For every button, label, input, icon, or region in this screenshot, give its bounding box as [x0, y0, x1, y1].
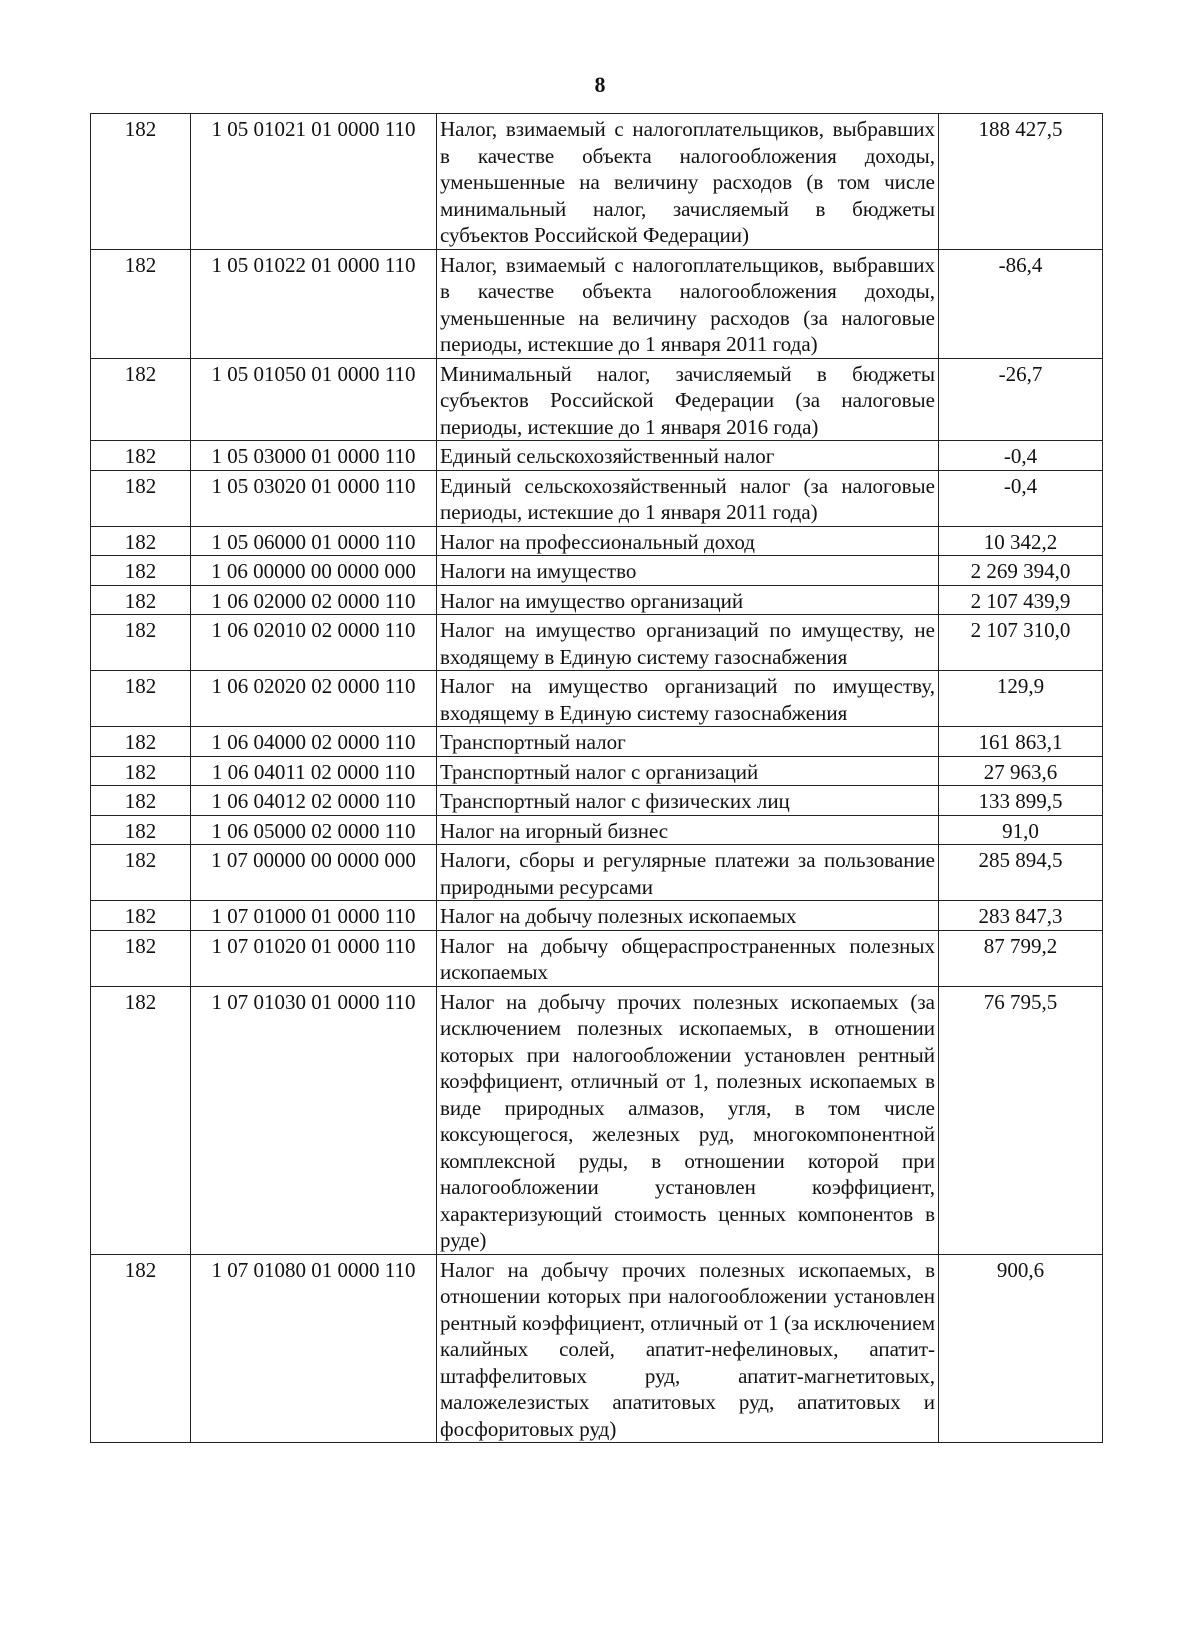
budget-code-cell: 1 07 01000 01 0000 110	[191, 901, 437, 931]
revenue-name-cell: Налог на добычу полезных ископаемых	[437, 901, 939, 931]
amount-cell: 285 894,5	[939, 845, 1103, 901]
budget-code-cell: 1 07 01020 01 0000 110	[191, 930, 437, 986]
revenue-name-cell: Транспортный налог	[437, 727, 939, 757]
budget-code-cell: 1 05 01022 01 0000 110	[191, 249, 437, 358]
revenue-name-cell: Налог на добычу прочих полезных ископаемых (за исключением полезных ископаемых, в отношении которых при налогообложении установлен рентный коэффициент, отличный от 1, полезных ископаемых в виде природных алмазов, угля, в том числе коксующегося, железных руд, многокомпонентной комплексной руды, в отношении которой при налогообложении установлен коэффициент, характеризующий стоимость ценных компонентов в руде)	[437, 986, 939, 1254]
budget-code-cell: 1 05 01021 01 0000 110	[191, 114, 437, 250]
admin-code-cell: 182	[91, 930, 191, 986]
revenue-name-cell: Налог на добычу прочих полезных ископаемых, в отношении которых при налогообложении установлен рентный коэффициент, отличный от 1 (за исключением калийных солей, апатит-нефелиновых, апатит-штаффелитовых руд, апатит-магнетитовых, маложелезистых апатитовых руд, апатитовых и фосфоритовых руд)	[437, 1254, 939, 1443]
amount-cell: -0,4	[939, 441, 1103, 471]
amount-cell: 2 107 439,9	[939, 585, 1103, 615]
revenue-name-cell: Налог на профессиональный доход	[437, 526, 939, 556]
table-row	[91, 845, 1103, 901]
budget-code-cell: 1 05 06000 01 0000 110	[191, 526, 437, 556]
table-body	[91, 114, 1103, 1443]
amount-cell: 76 795,5	[939, 986, 1103, 1254]
revenue-name-cell: Налоги на имущество	[437, 556, 939, 586]
page-number: 8	[594, 72, 606, 97]
admin-code-cell: 182	[91, 441, 191, 471]
amount-cell: 2 269 394,0	[939, 556, 1103, 586]
budget-code-cell: 1 06 00000 00 0000 000	[191, 556, 437, 586]
revenue-name-cell: Транспортный налог с организаций	[437, 756, 939, 786]
table-row	[91, 556, 1103, 586]
amount-cell: 900,6	[939, 1254, 1103, 1443]
table-row	[91, 815, 1103, 845]
table-row	[91, 526, 1103, 556]
admin-code-cell: 182	[91, 114, 191, 250]
revenue-name-cell: Налоги, сборы и регулярные платежи за пользование природными ресурсами	[437, 845, 939, 901]
revenue-name-cell: Транспортный налог с физических лиц	[437, 786, 939, 816]
amount-cell: 10 342,2	[939, 526, 1103, 556]
admin-code-cell: 182	[91, 615, 191, 671]
revenue-name-cell: Налог на добычу общераспространенных полезных ископаемых	[437, 930, 939, 986]
amount-cell: -0,4	[939, 470, 1103, 526]
table-row	[91, 671, 1103, 727]
budget-code-cell: 1 06 04000 02 0000 110	[191, 727, 437, 757]
admin-code-cell: 182	[91, 845, 191, 901]
revenue-name-cell: Налог, взимаемый с налогоплательщиков, выбравших в качестве объекта налогообложения доходы, уменьшенные на величину расходов (в том числе минимальный налог, зачисляемый в бюджеты субъектов Российской Федерации)	[437, 114, 939, 250]
budget-code-cell: 1 06 04011 02 0000 110	[191, 756, 437, 786]
admin-code-cell: 182	[91, 815, 191, 845]
revenue-name-cell: Налог на игорный бизнес	[437, 815, 939, 845]
table-row	[91, 1254, 1103, 1443]
revenue-name-cell: Единый сельскохозяйственный налог	[437, 441, 939, 471]
amount-cell: -26,7	[939, 358, 1103, 441]
table-row	[91, 470, 1103, 526]
admin-code-cell: 182	[91, 585, 191, 615]
admin-code-cell: 182	[91, 671, 191, 727]
table-row	[91, 615, 1103, 671]
budget-code-cell: 1 07 01030 01 0000 110	[191, 986, 437, 1254]
amount-cell: 129,9	[939, 671, 1103, 727]
admin-code-cell: 182	[91, 756, 191, 786]
budget-code-cell: 1 07 01080 01 0000 110	[191, 1254, 437, 1443]
budget-code-cell: 1 06 02010 02 0000 110	[191, 615, 437, 671]
admin-code-cell: 182	[91, 526, 191, 556]
admin-code-cell: 182	[91, 249, 191, 358]
table-row	[91, 114, 1103, 250]
revenue-name-cell: Налог на имущество организаций по имуществу, входящему в Единую систему газоснабжения	[437, 671, 939, 727]
amount-cell: 87 799,2	[939, 930, 1103, 986]
table-row	[91, 986, 1103, 1254]
budget-code-cell: 1 05 03000 01 0000 110	[191, 441, 437, 471]
table-row	[91, 786, 1103, 816]
amount-cell: 283 847,3	[939, 901, 1103, 931]
revenue-name-cell: Налог, взимаемый с налогоплательщиков, выбравших в качестве объекта налогообложения доходы, уменьшенные на величину расходов (за налоговые периоды, истекшие до 1 января 2011 года)	[437, 249, 939, 358]
admin-code-cell: 182	[91, 786, 191, 816]
table-row	[91, 358, 1103, 441]
admin-code-cell: 182	[91, 556, 191, 586]
admin-code-cell: 182	[91, 986, 191, 1254]
budget-code-cell: 1 06 02020 02 0000 110	[191, 671, 437, 727]
revenue-name-cell: Единый сельскохозяйственный налог (за налоговые периоды, истекшие до 1 января 2011 года)	[437, 470, 939, 526]
admin-code-cell: 182	[91, 1254, 191, 1443]
amount-cell: 27 963,6	[939, 756, 1103, 786]
table-row	[91, 441, 1103, 471]
table-row	[91, 249, 1103, 358]
amount-cell: 91,0	[939, 815, 1103, 845]
table-row	[91, 756, 1103, 786]
table-row	[91, 585, 1103, 615]
revenue-name-cell: Минимальный налог, зачисляемый в бюджеты субъектов Российской Федерации (за налоговые периоды, истекшие до 1 января 2016 года)	[437, 358, 939, 441]
revenue-name-cell: Налог на имущество организаций	[437, 585, 939, 615]
admin-code-cell: 182	[91, 358, 191, 441]
amount-cell: 2 107 310,0	[939, 615, 1103, 671]
budget-code-cell: 1 06 04012 02 0000 110	[191, 786, 437, 816]
admin-code-cell: 182	[91, 727, 191, 757]
amount-cell: -86,4	[939, 249, 1103, 358]
admin-code-cell: 182	[91, 901, 191, 931]
revenue-table	[90, 113, 1103, 1443]
amount-cell: 161 863,1	[939, 727, 1103, 757]
revenue-name-cell: Налог на имущество организаций по имуществу, не входящему в Единую систему газоснабжения	[437, 615, 939, 671]
admin-code-cell: 182	[91, 470, 191, 526]
table-row	[91, 901, 1103, 931]
amount-cell: 188 427,5	[939, 114, 1103, 250]
budget-code-cell: 1 06 02000 02 0000 110	[191, 585, 437, 615]
budget-code-cell: 1 05 01050 01 0000 110	[191, 358, 437, 441]
table-row	[91, 727, 1103, 757]
budget-code-cell: 1 06 05000 02 0000 110	[191, 815, 437, 845]
table-row	[91, 930, 1103, 986]
budget-code-cell: 1 07 00000 00 0000 000	[191, 845, 437, 901]
amount-cell: 133 899,5	[939, 786, 1103, 816]
budget-code-cell: 1 05 03020 01 0000 110	[191, 470, 437, 526]
